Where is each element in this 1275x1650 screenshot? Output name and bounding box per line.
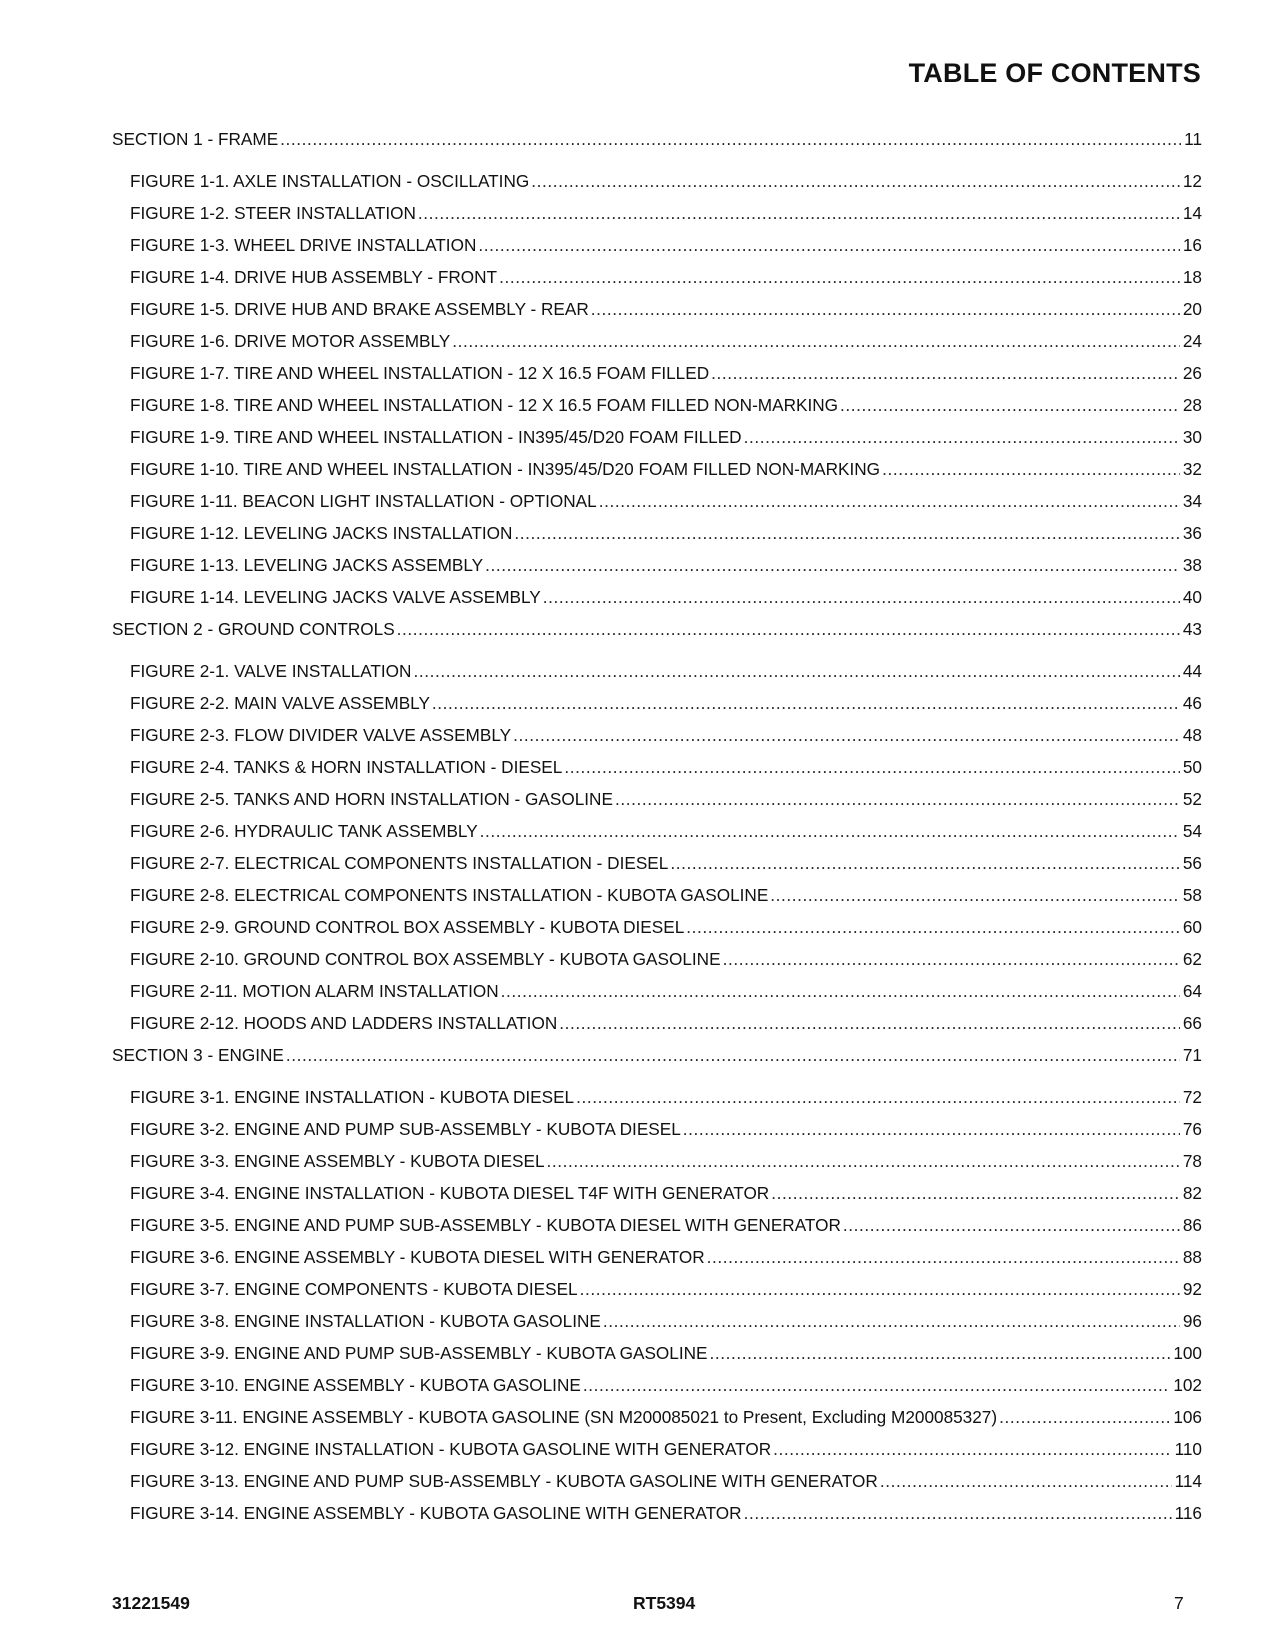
- toc-figure-entry-page: 26: [1182, 363, 1202, 383]
- dot-leader: [591, 299, 1180, 319]
- toc-figure-entry-page: 56: [1182, 853, 1202, 873]
- toc-section-entry-page: 71: [1182, 1045, 1202, 1065]
- dot-leader: [413, 661, 1179, 681]
- dot-leader: [683, 1119, 1180, 1139]
- toc-figure-entry[interactable]: [130, 661, 1202, 681]
- toc-figure-entry[interactable]: [130, 523, 1202, 543]
- toc-figure-entry[interactable]: [130, 1471, 1202, 1491]
- dot-leader: [744, 427, 1180, 447]
- dot-leader: [485, 555, 1180, 575]
- toc-figure-entry[interactable]: [130, 949, 1202, 969]
- toc-figure-entry[interactable]: [130, 299, 1202, 319]
- toc-figure-entry-page: 38: [1182, 555, 1202, 575]
- toc-figure-entry-page: 20: [1182, 299, 1202, 319]
- toc-figure-entry[interactable]: [130, 1311, 1202, 1331]
- toc-figure-entry-label: FIGURE 2-1. VALVE INSTALLATION: [130, 661, 412, 681]
- toc-figure-entry[interactable]: [130, 1013, 1202, 1033]
- toc-section-entry[interactable]: [112, 129, 1202, 149]
- toc-figure-entry[interactable]: [130, 587, 1202, 607]
- toc-figure-entry-page: 40: [1182, 587, 1202, 607]
- dot-leader: [286, 1045, 1180, 1065]
- toc-figure-entry-page: 30: [1182, 427, 1202, 447]
- toc-figure-entry[interactable]: [130, 203, 1202, 223]
- toc-figure-entry-page: 96: [1182, 1311, 1202, 1331]
- footer-page-number: 7: [1174, 1593, 1184, 1613]
- toc-figure-entry-label: FIGURE 2-2. MAIN VALVE ASSEMBLY: [130, 693, 430, 713]
- dot-leader: [773, 1439, 1171, 1459]
- toc-figure-entry-label: FIGURE 3-14. ENGINE ASSEMBLY - KUBOTA GASOLINE WITH GENERATOR: [130, 1503, 742, 1523]
- toc-figure-entry-label: FIGURE 1-12. LEVELING JACKS INSTALLATION: [130, 523, 513, 543]
- toc-figure-entry[interactable]: [130, 1087, 1202, 1107]
- toc-figure-entry-label: FIGURE 2-9. GROUND CONTROL BOX ASSEMBLY - KUBOTA DIESEL: [130, 917, 685, 937]
- toc-figure-entry-label: FIGURE 3-11. ENGINE ASSEMBLY - KUBOTA GASOLINE (SN M200085021 to Present, Excluding M200085327): [130, 1407, 998, 1427]
- toc-figure-entry[interactable]: [130, 885, 1202, 905]
- dot-leader: [999, 1407, 1170, 1427]
- toc-figure-entry-label: FIGURE 2-10. GROUND CONTROL BOX ASSEMBLY - KUBOTA GASOLINE: [130, 949, 721, 969]
- dot-leader: [599, 491, 1180, 511]
- dot-leader: [397, 619, 1180, 639]
- toc-figure-entry-label: FIGURE 1-14. LEVELING JACKS VALVE ASSEMBLY: [130, 587, 541, 607]
- toc-figure-entry[interactable]: [130, 1215, 1202, 1235]
- toc-figure-entry-label: FIGURE 2-4. TANKS & HORN INSTALLATION - DIESEL: [130, 757, 563, 777]
- toc-figure-entry[interactable]: [130, 853, 1202, 873]
- dot-leader: [280, 129, 1181, 149]
- dot-leader: [580, 1279, 1180, 1299]
- toc-figure-entry-page: 36: [1182, 523, 1202, 543]
- toc-section-entry[interactable]: [112, 1045, 1202, 1065]
- dot-leader: [670, 853, 1180, 873]
- toc-figure-entry-label: FIGURE 3-5. ENGINE AND PUMP SUB-ASSEMBLY - KUBOTA DIESEL WITH GENERATOR: [130, 1215, 841, 1235]
- toc-figure-entry-label: FIGURE 3-1. ENGINE INSTALLATION - KUBOTA DIESEL: [130, 1087, 575, 1107]
- toc-section-entry-label: SECTION 2 - GROUND CONTROLS: [112, 619, 395, 639]
- dot-leader: [531, 171, 1180, 191]
- toc-figure-entry[interactable]: [130, 459, 1202, 479]
- toc-figure-entry-page: 78: [1182, 1151, 1202, 1171]
- dot-leader: [501, 981, 1180, 1001]
- toc-figure-entry-page: 100: [1173, 1343, 1202, 1363]
- dot-leader: [770, 885, 1180, 905]
- toc-figure-entry[interactable]: [130, 917, 1202, 937]
- toc-figure-entry-page: 58: [1182, 885, 1202, 905]
- dot-leader: [711, 363, 1180, 383]
- toc-figure-entry[interactable]: [130, 821, 1202, 841]
- toc-figure-entry-page: 18: [1182, 267, 1202, 287]
- toc-figure-entry-label: FIGURE 2-11. MOTION ALARM INSTALLATION: [130, 981, 499, 1001]
- toc-figure-entry-page: 82: [1182, 1183, 1202, 1203]
- footer-model: RT5394: [633, 1593, 696, 1613]
- toc-figure-entry-label: FIGURE 3-6. ENGINE ASSEMBLY - KUBOTA DIESEL WITH GENERATOR: [130, 1247, 705, 1267]
- toc-figure-entry[interactable]: [130, 1375, 1202, 1395]
- footer-doc-number: 31221549: [112, 1593, 190, 1613]
- toc-figure-entry-label: FIGURE 1-9. TIRE AND WHEEL INSTALLATION - IN395/45/D20 FOAM FILLED: [130, 427, 742, 447]
- dot-leader: [882, 459, 1180, 479]
- toc-figure-entry-label: FIGURE 1-6. DRIVE MOTOR ASSEMBLY: [130, 331, 451, 351]
- toc-figure-entry-page: 60: [1182, 917, 1202, 937]
- toc-figure-entry[interactable]: [130, 725, 1202, 745]
- toc-section-entry-label: SECTION 1 - FRAME: [112, 129, 279, 149]
- toc-figure-entry[interactable]: [130, 757, 1202, 777]
- toc-figure-entry-page: 46: [1182, 693, 1202, 713]
- toc-figure-entry[interactable]: [130, 1119, 1202, 1139]
- toc-figure-entry-label: FIGURE 1-8. TIRE AND WHEEL INSTALLATION - 12 X 16.5 FOAM FILLED NON-MARKING: [130, 395, 839, 415]
- toc-figure-entry-page: 88: [1182, 1247, 1202, 1267]
- toc-figure-entry[interactable]: [130, 395, 1202, 415]
- toc-figure-entry-label: FIGURE 1-1. AXLE INSTALLATION - OSCILLATING: [130, 171, 530, 191]
- dot-leader: [583, 1375, 1170, 1395]
- toc-figure-entry[interactable]: [130, 1343, 1202, 1363]
- toc-figure-entry-page: 28: [1182, 395, 1202, 415]
- toc-figure-entry[interactable]: [130, 789, 1202, 809]
- toc-section-entry-page: 43: [1182, 619, 1202, 639]
- toc-figure-entry-label: FIGURE 2-5. TANKS AND HORN INSTALLATION - GASOLINE: [130, 789, 613, 809]
- toc-figure-entry-page: 44: [1182, 661, 1202, 681]
- toc-figure-entry-page: 64: [1182, 981, 1202, 1001]
- dot-leader: [452, 331, 1180, 351]
- toc-figure-entry-label: FIGURE 3-7. ENGINE COMPONENTS - KUBOTA DIESEL: [130, 1279, 578, 1299]
- dot-leader: [840, 395, 1180, 415]
- toc-figure-entry-page: 48: [1182, 725, 1202, 745]
- dot-leader: [744, 1503, 1172, 1523]
- toc-section-entry-label: SECTION 3 - ENGINE: [112, 1045, 284, 1065]
- toc-figure-entry[interactable]: [130, 1151, 1202, 1171]
- dot-leader: [547, 1151, 1180, 1171]
- page-title: TABLE OF CONTENTS: [908, 58, 1201, 88]
- dot-leader: [418, 203, 1180, 223]
- toc-figure-entry[interactable]: [130, 1503, 1202, 1523]
- dot-leader: [576, 1087, 1180, 1107]
- toc-figure-entry-page: 86: [1182, 1215, 1202, 1235]
- toc-figure-entry-label: FIGURE 1-2. STEER INSTALLATION: [130, 203, 416, 223]
- toc-figure-entry-label: FIGURE 1-10. TIRE AND WHEEL INSTALLATION - IN395/45/D20 FOAM FILLED NON-MARKING: [130, 459, 881, 479]
- dot-leader: [543, 587, 1180, 607]
- dot-leader: [707, 1247, 1180, 1267]
- toc-figure-entry[interactable]: [130, 1247, 1202, 1267]
- toc-figure-entry-page: 50: [1182, 757, 1202, 777]
- toc-figure-entry[interactable]: [130, 491, 1202, 511]
- toc-figure-entry-page: 76: [1182, 1119, 1202, 1139]
- dot-leader: [686, 917, 1180, 937]
- dot-leader: [480, 821, 1180, 841]
- toc-figure-entry-label: FIGURE 1-5. DRIVE HUB AND BRAKE ASSEMBLY - REAR: [130, 299, 589, 319]
- toc-figure-entry-label: FIGURE 3-2. ENGINE AND PUMP SUB-ASSEMBLY - KUBOTA DIESEL: [130, 1119, 681, 1139]
- toc-figure-entry-label: FIGURE 3-3. ENGINE ASSEMBLY - KUBOTA DIESEL: [130, 1151, 545, 1171]
- toc-figure-entry-label: FIGURE 2-7. ELECTRICAL COMPONENTS INSTALLATION - DIESEL: [130, 853, 669, 873]
- dot-leader: [513, 725, 1180, 745]
- toc-figure-entry-page: 34: [1182, 491, 1202, 511]
- toc-figure-entry-label: FIGURE 3-12. ENGINE INSTALLATION - KUBOTA GASOLINE WITH GENERATOR: [130, 1439, 772, 1459]
- toc-figure-entry[interactable]: [130, 1439, 1202, 1459]
- toc-figure-entry-label: FIGURE 1-13. LEVELING JACKS ASSEMBLY: [130, 555, 484, 575]
- toc-figure-entry-label: FIGURE 2-8. ELECTRICAL COMPONENTS INSTALLATION - KUBOTA GASOLINE: [130, 885, 769, 905]
- toc-figure-entry[interactable]: [130, 363, 1202, 383]
- toc-figure-entry[interactable]: [130, 427, 1202, 447]
- toc-figure-entry-page: 92: [1182, 1279, 1202, 1299]
- toc-figure-entry[interactable]: [130, 1407, 1202, 1427]
- dot-leader: [432, 693, 1180, 713]
- toc-figure-entry-page: 24: [1182, 331, 1202, 351]
- toc-section-entry[interactable]: [112, 619, 1202, 639]
- toc-figure-entry-label: FIGURE 1-4. DRIVE HUB ASSEMBLY - FRONT: [130, 267, 498, 287]
- toc-figure-entry[interactable]: [130, 693, 1202, 713]
- toc-figure-entry-label: FIGURE 2-12. HOODS AND LADDERS INSTALLATION: [130, 1013, 558, 1033]
- dot-leader: [478, 235, 1180, 255]
- toc-figure-entry[interactable]: [130, 235, 1202, 255]
- dot-leader: [615, 789, 1180, 809]
- dot-leader: [514, 523, 1180, 543]
- dot-leader: [723, 949, 1180, 969]
- table-of-contents: [112, 129, 1202, 1535]
- toc-figure-entry[interactable]: [130, 267, 1202, 287]
- toc-figure-entry-label: FIGURE 1-7. TIRE AND WHEEL INSTALLATION - 12 X 16.5 FOAM FILLED: [130, 363, 710, 383]
- dot-leader: [771, 1183, 1180, 1203]
- dot-leader: [559, 1013, 1180, 1033]
- toc-figure-entry-label: FIGURE 2-6. HYDRAULIC TANK ASSEMBLY: [130, 821, 478, 841]
- toc-figure-entry-page: 32: [1182, 459, 1202, 479]
- toc-figure-entry-label: FIGURE 3-8. ENGINE INSTALLATION - KUBOTA GASOLINE: [130, 1311, 601, 1331]
- toc-figure-entry-page: 62: [1182, 949, 1202, 969]
- toc-figure-entry-page: 72: [1182, 1087, 1202, 1107]
- toc-figure-entry-page: 12: [1182, 171, 1202, 191]
- toc-figure-entry-label: FIGURE 3-9. ENGINE AND PUMP SUB-ASSEMBLY - KUBOTA GASOLINE: [130, 1343, 708, 1363]
- toc-figure-entry-page: 110: [1174, 1439, 1202, 1459]
- toc-figure-entry-page: 16: [1182, 235, 1202, 255]
- dot-leader: [710, 1343, 1171, 1363]
- toc-figure-entry-label: FIGURE 3-13. ENGINE AND PUMP SUB-ASSEMBLY - KUBOTA GASOLINE WITH GENERATOR: [130, 1471, 878, 1491]
- toc-figure-entry[interactable]: [130, 555, 1202, 575]
- toc-section-entry-page: 11: [1184, 129, 1202, 149]
- toc-figure-entry-label: FIGURE 3-4. ENGINE INSTALLATION - KUBOTA DIESEL T4F WITH GENERATOR: [130, 1183, 770, 1203]
- toc-figure-entry-page: 54: [1182, 821, 1202, 841]
- dot-leader: [843, 1215, 1180, 1235]
- toc-figure-entry-label: FIGURE 1-11. BEACON LIGHT INSTALLATION - OPTIONAL: [130, 491, 597, 511]
- toc-figure-entry-label: FIGURE 3-10. ENGINE ASSEMBLY - KUBOTA GASOLINE: [130, 1375, 581, 1395]
- toc-figure-entry-page: 116: [1174, 1503, 1202, 1523]
- toc-figure-entry[interactable]: [130, 171, 1202, 191]
- toc-figure-entry-label: FIGURE 1-3. WHEEL DRIVE INSTALLATION: [130, 235, 477, 255]
- toc-figure-entry-page: 102: [1173, 1375, 1202, 1395]
- toc-figure-entry-page: 52: [1182, 789, 1202, 809]
- toc-figure-entry-page: 106: [1173, 1407, 1202, 1427]
- toc-figure-entry-page: 14: [1182, 203, 1202, 223]
- dot-leader: [880, 1471, 1172, 1491]
- toc-figure-entry-page: 66: [1182, 1013, 1202, 1033]
- dot-leader: [499, 267, 1180, 287]
- toc-figure-entry[interactable]: [130, 981, 1202, 1001]
- toc-figure-entry-label: FIGURE 2-3. FLOW DIVIDER VALVE ASSEMBLY: [130, 725, 512, 745]
- dot-leader: [564, 757, 1180, 777]
- dot-leader: [603, 1311, 1180, 1331]
- toc-figure-entry[interactable]: [130, 1279, 1202, 1299]
- toc-figure-entry-page: 114: [1174, 1471, 1202, 1491]
- toc-figure-entry[interactable]: [130, 331, 1202, 351]
- toc-figure-entry[interactable]: [130, 1183, 1202, 1203]
